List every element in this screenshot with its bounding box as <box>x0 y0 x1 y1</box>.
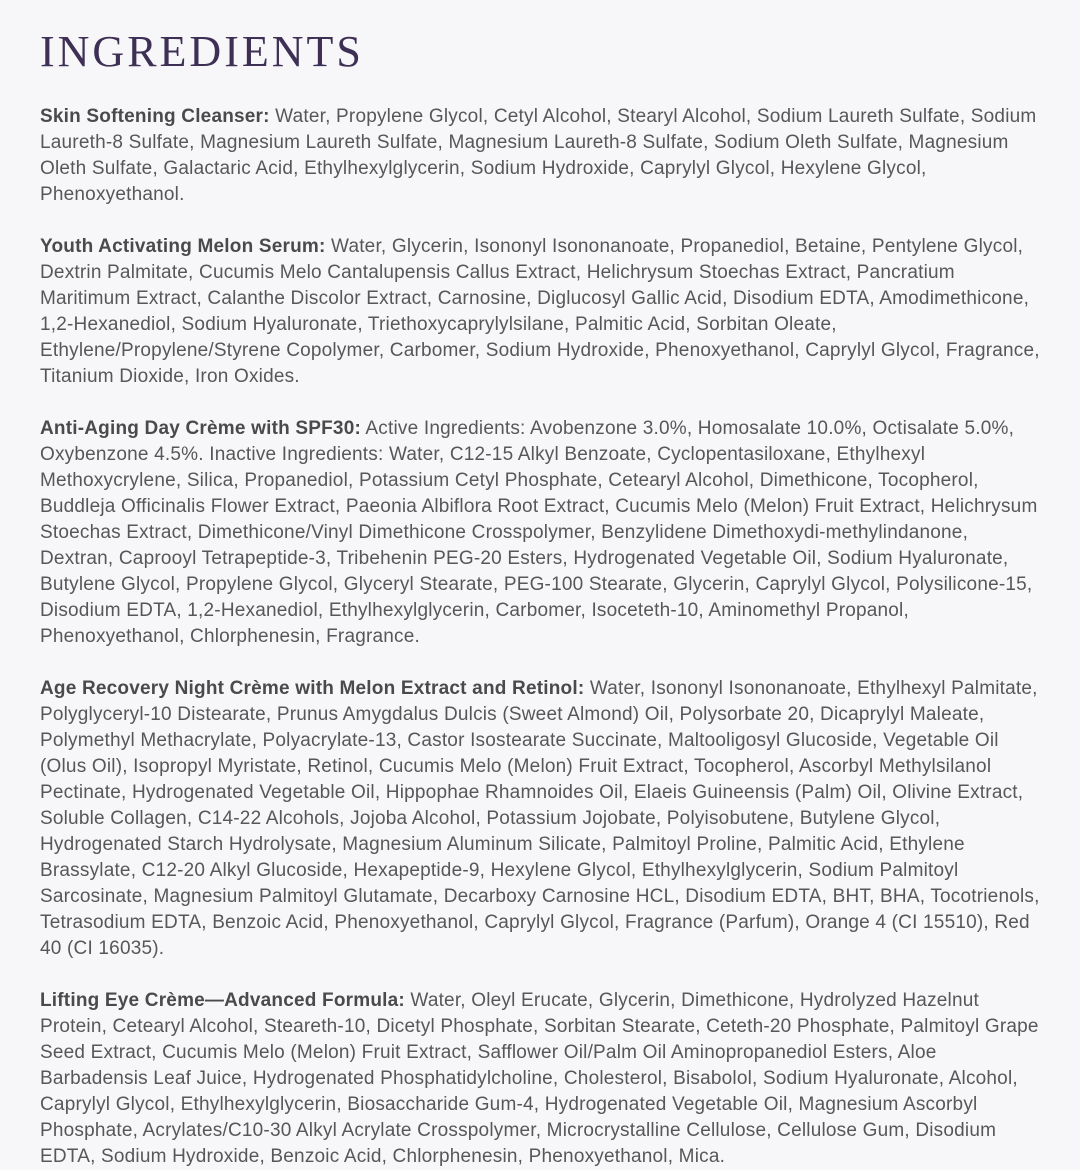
ingredient-text: Active Ingredients: Avobenzone 3.0%, Homosalate 10.0%, Octisalate 5.0%, Oxybenzone 4.5%. Inactive Ingredients: Water, C12-15 Alkyl Benzoate, Cyclopentasiloxane, Ethylhexyl Methoxycrylene, Silica, Propanediol, Potassium Cetyl Phosphate, Cetearyl Alcohol, Dimethicone, Tocopherol, Buddleja Officinalis Flower Extract, Paeonia Albiflora Root Extract, Cucumis Melo (Melon) Fruit Extract, Helichrysum Stoechas Extract, Dimethicone/Vinyl Dimethicone Crosspolymer, Benzylidene Dimethoxydi-methylindanone, Dextran, Caprooyl Tetrapeptide-3, Tribehenin PEG-20 Esters, Hydrogenated Vegetable Oil, Sodium Hyaluronate, Butylene Glycol, Propylene Glycol, Glyceryl Stearate, PEG-100 Stearate, Glycerin, Caprylyl Glycol, Polysilicone-15, Disodium EDTA, 1,2-Hexanediol, Ethylhexylglycerin, Carbomer, Isoceteth-10, Aminomethyl Propanol, Phenoxyethanol, Chlorphenesin, Fragrance. <box>40 418 1038 647</box>
ingredient-text: Water, Isononyl Isononanoate, Ethylhexyl Palmitate, Polyglyceryl-10 Distearate, Prunus Amygdalus Dulcis (Sweet Almond) Oil, Polysorbate 20, Dicaprylyl Maleate, Polymethyl Methacrylate, Polyacrylate-13, Castor Isostearate Succinate, Maltooligosyl Glucoside, Vegetable Oil (Olus Oil), Isopropyl Myristate, Retinol, Cucumis Melo (Melon) Fruit Extract, Tocopherol, Ascorbyl Methylsilanol Pectinate, Hydrogenated Vegetable Oil, Hippophae Rhamnoides Oil, Elaeis Guineensis (Palm) Oil, Olivine Extract, Soluble Collagen, C14-22 Alcohols, Jojoba Alcohol, Potassium Jojobate, Polyisobutene, Butylene Glycol, Hydrogenated Starch Hydrolysate, Magnesium Aluminum Silicate, Palmitoyl Proline, Palmitic Acid, Ethylene Brassylate, C12-20 Alkyl Glucoside, Hexapeptide-9, Hexylene Glycol, Ethylhexylglycerin, Sodium Palmitoyl Sarcosinate, Magnesium Palmitoyl Glutamate, Decarboxy Carnosine HCL, Disodium EDTA, BHT, BHA, Tocotrienols, Tetrasodium EDTA, Benzoic Acid, Phenoxyethanol, Caprylyl Glycol, Fragrance (Parfum), Orange 4 (CI 15510), Red 40 (CI 16035). <box>40 678 1040 959</box>
product-name: Age Recovery Night Crème with Melon Extract and Retinol: <box>40 678 585 699</box>
product-name: Skin Softening Cleanser: <box>40 106 270 127</box>
product-name: Youth Activating Melon Serum: <box>40 236 326 257</box>
product-name: Anti-Aging Day Crème with SPF30: <box>40 418 361 439</box>
page-title: INGREDIENTS <box>40 27 364 76</box>
ingredients-list <box>40 104 1040 1170</box>
ingredient-paragraph-age-recovery-night-creme <box>40 676 1040 962</box>
ingredient-text: Water, Glycerin, Isononyl Isononanoate, Propanediol, Betaine, Pentylene Glycol, Dextrin Palmitate, Cucumis Melo Cantalupensis Callus Extract, Helichrysum Stoechas Extract, Pancratium Maritimum Extract, Calanthe Discolor Extract, Carnosine, Diglucosyl Gallic Acid, Disodium EDTA, Amodimethicone, 1,2-Hexanediol, Sodium Hyaluronate, Triethoxycaprylylsilane, Palmitic Acid, Sorbitan Oleate, Ethylene/Propylene/Styrene Copolymer, Carbomer, Sodium Hydroxide, Phenoxyethanol, Caprylyl Glycol, Fragrance, Titanium Dioxide, Iron Oxides. <box>40 236 1040 387</box>
ingredient-text: Water, Oleyl Erucate, Glycerin, Dimethicone, Hydrolyzed Hazelnut Protein, Cetearyl Alcohol, Steareth-10, Dicetyl Phosphate, Sorbitan Stearate, Ceteth-20 Phosphate, Palmitoyl Grape Seed Extract, Cucumis Melo (Melon) Fruit Extract, Safflower Oil/Palm Oil Aminopropanediol Esters, Aloe Barbadensis Leaf Juice, Hydrogenated Phosphatidylcholine, Cholesterol, Bisabolol, Sodium Hyaluronate, Alcohol, Caprylyl Glycol, Ethylhexylglycerin, Biosaccharide Gum-4, Hydrogenated Vegetable Oil, Magnesium Ascorbyl Phosphate, Acrylates/C10-30 Alkyl Acrylate Crosspolymer, Microcrystalline Cellulose, Cellulose Gum, Disodium EDTA, Sodium Hydroxide, Benzoic Acid, Chlorphenesin, Phenoxyethanol, Mica. <box>40 990 1039 1167</box>
product-name: Lifting Eye Crème—Advanced Formula: <box>40 990 405 1011</box>
ingredient-paragraph-skin-softening-cleanser <box>40 104 1040 208</box>
ingredient-paragraph-youth-activating-melon-serum <box>40 234 1040 390</box>
ingredient-paragraph-anti-aging-day-creme <box>40 416 1040 650</box>
ingredient-text: Water, Propylene Glycol, Cetyl Alcohol, Stearyl Alcohol, Sodium Laureth Sulfate, Sodium Laureth-8 Sulfate, Magnesium Laureth Sulfate, Magnesium Laureth-8 Sulfate, Sodium Oleth Sulfate, Magnesium Oleth Sulfate, Galactaric Acid, Ethylhexylglycerin, Sodium Hydroxide, Caprylyl Glycol, Hexylene Glycol, Phenoxyethanol. <box>40 106 1037 205</box>
ingredient-paragraph-lifting-eye-creme <box>40 988 1040 1170</box>
